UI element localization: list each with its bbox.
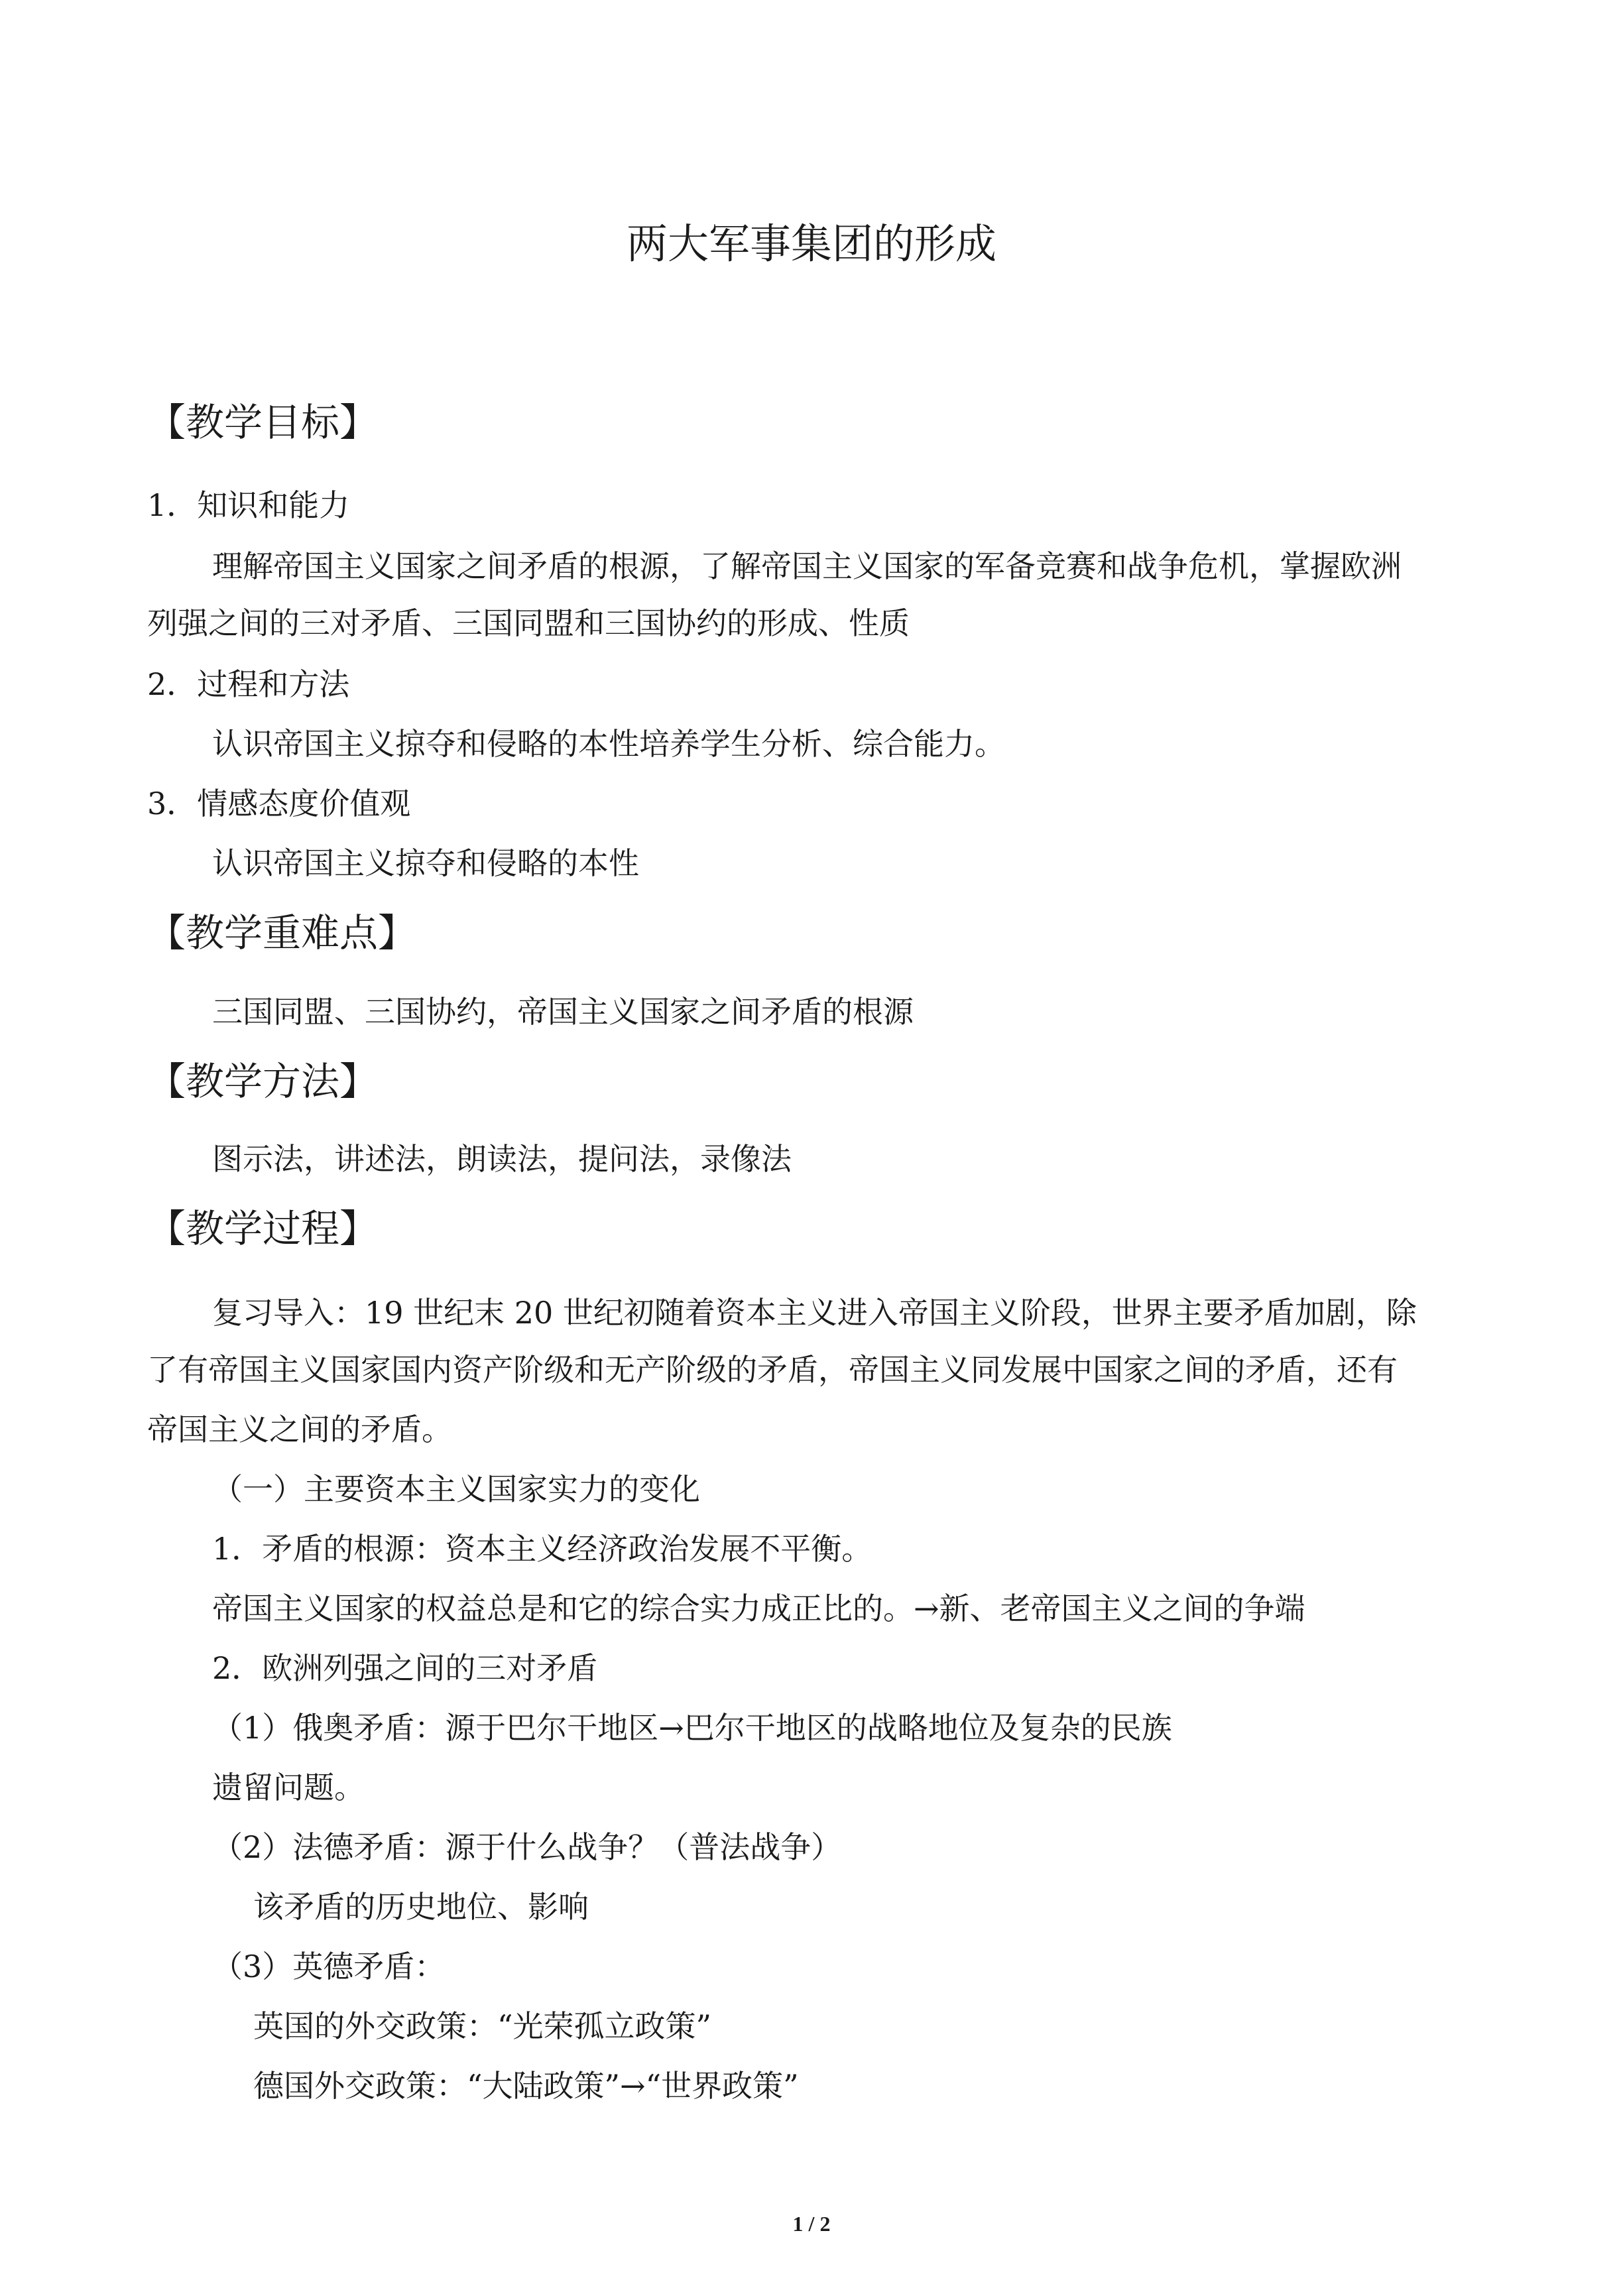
section-heading-goals: 【教学目标】: [147, 400, 379, 445]
process-line-7: （2）法德矛盾：源于什么战争？（普法战争）: [212, 1829, 842, 1865]
document-title: 两大军事集团的形成: [626, 219, 996, 268]
goal-text-1-line-1: 理解帝国主义国家之间矛盾的根源，了解帝国主义国家的军备竞赛和战争危机，掌握欧洲: [212, 548, 1402, 584]
process-line-5: （1）俄奥矛盾：源于巴尔干地区→巴尔干地区的战略地位及复杂的民族: [212, 1710, 1172, 1746]
section-heading-methods: 【教学方法】: [147, 1059, 379, 1104]
goal-text-1-line-2: 列强之间的三对矛盾、三国同盟和三国协约的形成、性质: [147, 605, 910, 641]
process-line-11: 德国外交政策：“大陆政策”→“世界政策”: [253, 2068, 799, 2104]
process-line-2: 1．矛盾的根源：资本主义经济政治发展不平衡。: [212, 1531, 872, 1567]
goal-label-1: 1．知识和能力: [147, 487, 350, 523]
section-heading-process: 【教学过程】: [147, 1206, 379, 1251]
process-intro-line-1: 复习导入：19 世纪末 20 世纪初随着资本主义进入帝国主义阶段，世界主要矛盾加剧，除: [212, 1295, 1417, 1331]
process-intro-line-2: 了有帝国主义国家国内资产阶级和无产阶级的矛盾，帝国主义同发展中国家之间的矛盾，还有: [147, 1352, 1398, 1388]
process-line-9: （3）英德矛盾：: [212, 1949, 446, 1984]
process-line-10: 英国的外交政策：“光荣孤立政策”: [253, 2008, 712, 2044]
goal-label-2: 2．过程和方法: [147, 666, 350, 702]
page-number: 1 / 2: [792, 2212, 831, 2236]
goal-text-3-line-1: 认识帝国主义掠夺和侵略的本性: [212, 845, 639, 881]
process-line-4: 2．欧洲列强之间的三对矛盾: [212, 1650, 598, 1686]
section-heading-key-points: 【教学重难点】: [147, 910, 417, 955]
methods-text: 图示法，讲述法，朗读法，提问法，录像法: [212, 1141, 792, 1177]
process-intro-line-3: 帝国主义之间的矛盾。: [147, 1412, 452, 1447]
process-line-3: 帝国主义国家的权益总是和它的综合实力成正比的。→新、老帝国主义之间的争端: [212, 1591, 1305, 1626]
process-line-6: 遗留问题。: [212, 1770, 365, 1805]
goal-label-3: 3．情感态度价值观: [147, 786, 411, 821]
process-line-8: 该矛盾的历史地位、影响: [253, 1889, 589, 1925]
process-line-1: （一）主要资本主义国家实力的变化: [212, 1471, 700, 1507]
goal-text-2-line-1: 认识帝国主义掠夺和侵略的本性培养学生分析、综合能力。: [212, 726, 1005, 762]
key-points-text: 三国同盟、三国协约，帝国主义国家之间矛盾的根源: [212, 994, 914, 1030]
